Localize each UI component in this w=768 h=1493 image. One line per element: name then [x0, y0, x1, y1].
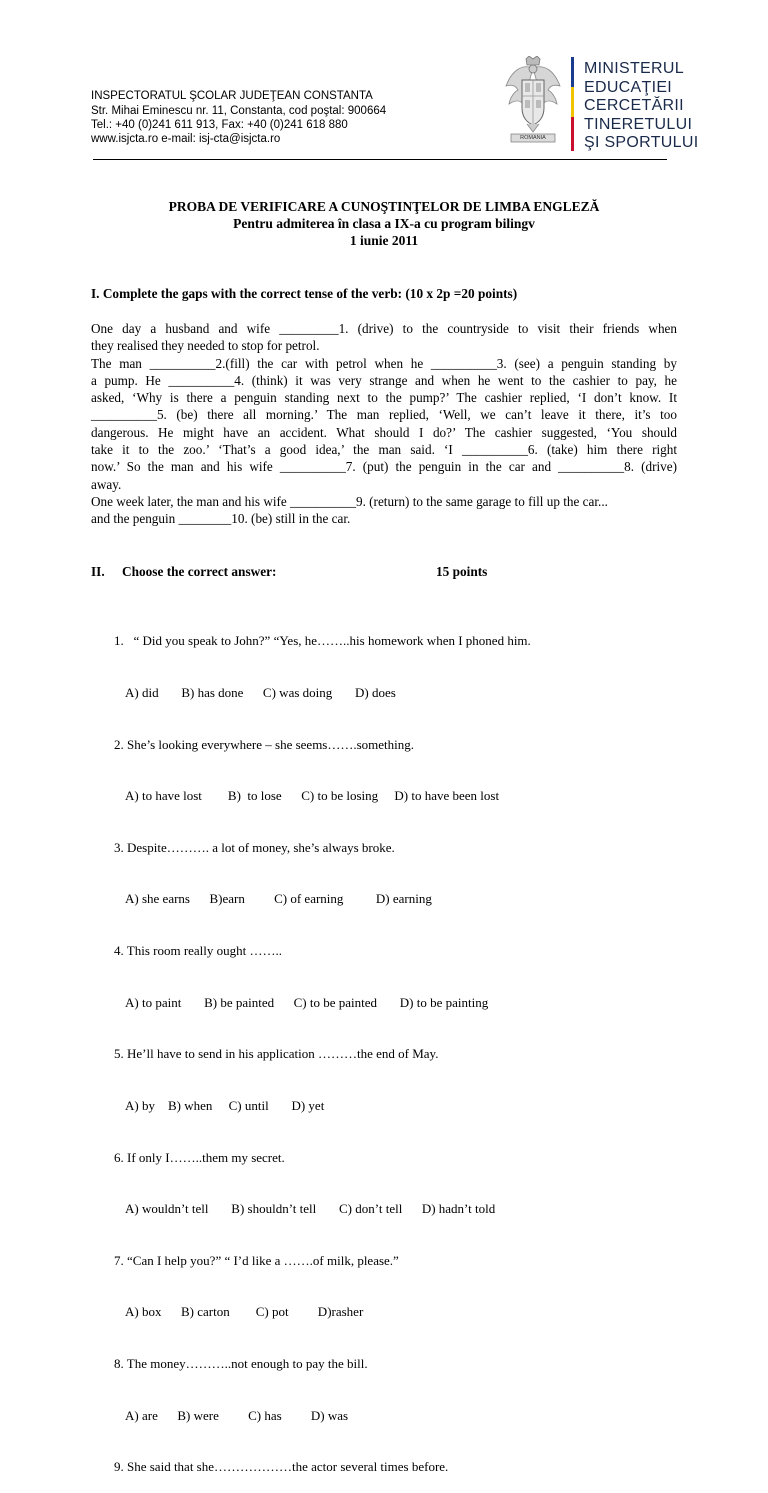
question-text: 5. He’ll have to send in his application ………the end of May. — [114, 1046, 439, 1062]
institution-address: Str. Mihai Eminescu nr. 11, Constanta, cod poştal: 900664 — [91, 105, 387, 117]
text-line: __________5. (be) there all morning.’ The man replied, ‘Well, we can’t leave it there, it’s too — [91, 407, 677, 423]
section-2-points: 15 points — [436, 564, 488, 579]
answer-options: A) by B) when C) until D) yet — [125, 1097, 325, 1113]
answer-options: A) to have lost B) to lose C) to be losing D) to have been lost — [125, 788, 500, 804]
question-text: 9. She said that she………………the actor several times before. — [114, 1459, 449, 1475]
romania-coat-of-arms — [502, 56, 564, 148]
question-text: 6. If only I……..them my secret. — [114, 1149, 285, 1165]
crest-banner-text: ROMANIA — [520, 135, 546, 141]
answer-options: A) did B) has done C) was doing D) does — [125, 685, 396, 701]
section-1-text — [91, 320, 677, 528]
question-list — [114, 598, 531, 1493]
question-text: 2. She’s looking everywhere – she seems…….something. — [114, 736, 415, 752]
question-text: 8. The money………..not enough to pay the bill. — [114, 1355, 368, 1371]
ministry-line-5: ŞI SPORTULUI — [584, 134, 699, 151]
ministry-line-3: CERCETĂRII — [584, 97, 684, 114]
ministry-line-1: MINISTERUL — [584, 60, 684, 77]
text-line: take it to the zoo.’ ‘That’s a good idea,’ the man said. ‘I __________6. (take) him there right — [91, 442, 677, 458]
exam-subtitle: Pentru admiterea în clasa a IX-a cu program bilingv — [233, 216, 535, 231]
header-divider — [93, 159, 667, 160]
text-line: and the penguin ________10. (be) still in the car. — [91, 511, 351, 527]
answer-options: A) to paint B) be painted C) to be painted D) to be painting — [125, 994, 489, 1010]
answer-options: A) box B) carton C) pot D)rasher — [125, 1304, 364, 1320]
question-text: 1. “ Did you speak to John?” “Yes, he……..his homework when I phoned him. — [114, 633, 531, 649]
section-2-number: II. — [91, 564, 105, 579]
institution-web[interactable] — [91, 133, 280, 147]
text-line: away. — [91, 476, 122, 492]
answer-options: A) are B) were C) has D) was — [125, 1407, 349, 1423]
question-text: 4. This room really ought …….. — [114, 943, 283, 959]
ministry-name — [584, 60, 698, 153]
question-text: 7. “Can I help you?” “ I’d like a …….of milk, please.” — [114, 1252, 399, 1268]
answer-options: A) she earns B)earn C) of earning D) earning — [125, 891, 432, 907]
ministry-line-4: TINERETULUI — [584, 115, 693, 133]
text-line: dangerous. He might have an accident. What should I do?’ The cashier suggested, ‘You should — [91, 424, 677, 440]
exam-title: PROBA DE VERIFICARE A CUNOŞTINŢELOR DE LIMBA ENGLEZĂ — [168, 199, 600, 214]
text-line: now.’ So the man and his wife __________7. (put) the penguin in the car and __________8. (drive) — [91, 459, 677, 475]
text-line: One day a husband and wife _________1. (drive) to the countryside to visit their friends when — [91, 321, 677, 336]
institution-web-text[interactable]: www.isjcta.ro e-mail: isj-cta@isjcta.ro — [91, 133, 281, 145]
text-line: they realised they needed to stop for petrol. — [91, 338, 320, 354]
text-line: asked, ‘Why is there a penguin standing next to the pump?’ The cashier replied, ‘I don’t know. It — [91, 390, 677, 406]
exam-date: 1 iunie 2011 — [349, 233, 419, 248]
text-line: a pump. He __________4. (think) it was very strange and when he went to the cashier to pay, he — [91, 372, 677, 388]
ministry-line-2: EDUCAŢIEI — [584, 78, 673, 96]
question-text: 3. Despite………. a lot of money, she’s always broke. — [114, 839, 395, 855]
flag-bar-red — [571, 117, 574, 151]
institution-phone: Tel.: +40 (0)241 611 913, Fax: +40 (0)241 618 880 — [91, 119, 348, 131]
text-line: One week later, the man and his wife __________9. (return) to the same garage to fill up the car... — [91, 493, 608, 509]
text-line: The man __________2.(fill) the car with petrol when he __________3. (see) a penguin standing by — [91, 355, 677, 371]
answer-options: A) wouldn’t tell B) shouldn’t tell C) don’t tell D) hadn’t told — [125, 1201, 496, 1217]
flag-bar-blue — [571, 57, 574, 87]
flag-bar-yellow — [571, 87, 574, 117]
institution-name: INSPECTORATUL ŞCOLAR JUDEŢEAN CONSTANTA — [91, 90, 373, 102]
section-1-heading: I. Complete the gaps with the correct tense of the verb: (10 x 2p =20 points) — [91, 286, 518, 301]
section-2-heading: Choose the correct answer: — [122, 564, 277, 579]
